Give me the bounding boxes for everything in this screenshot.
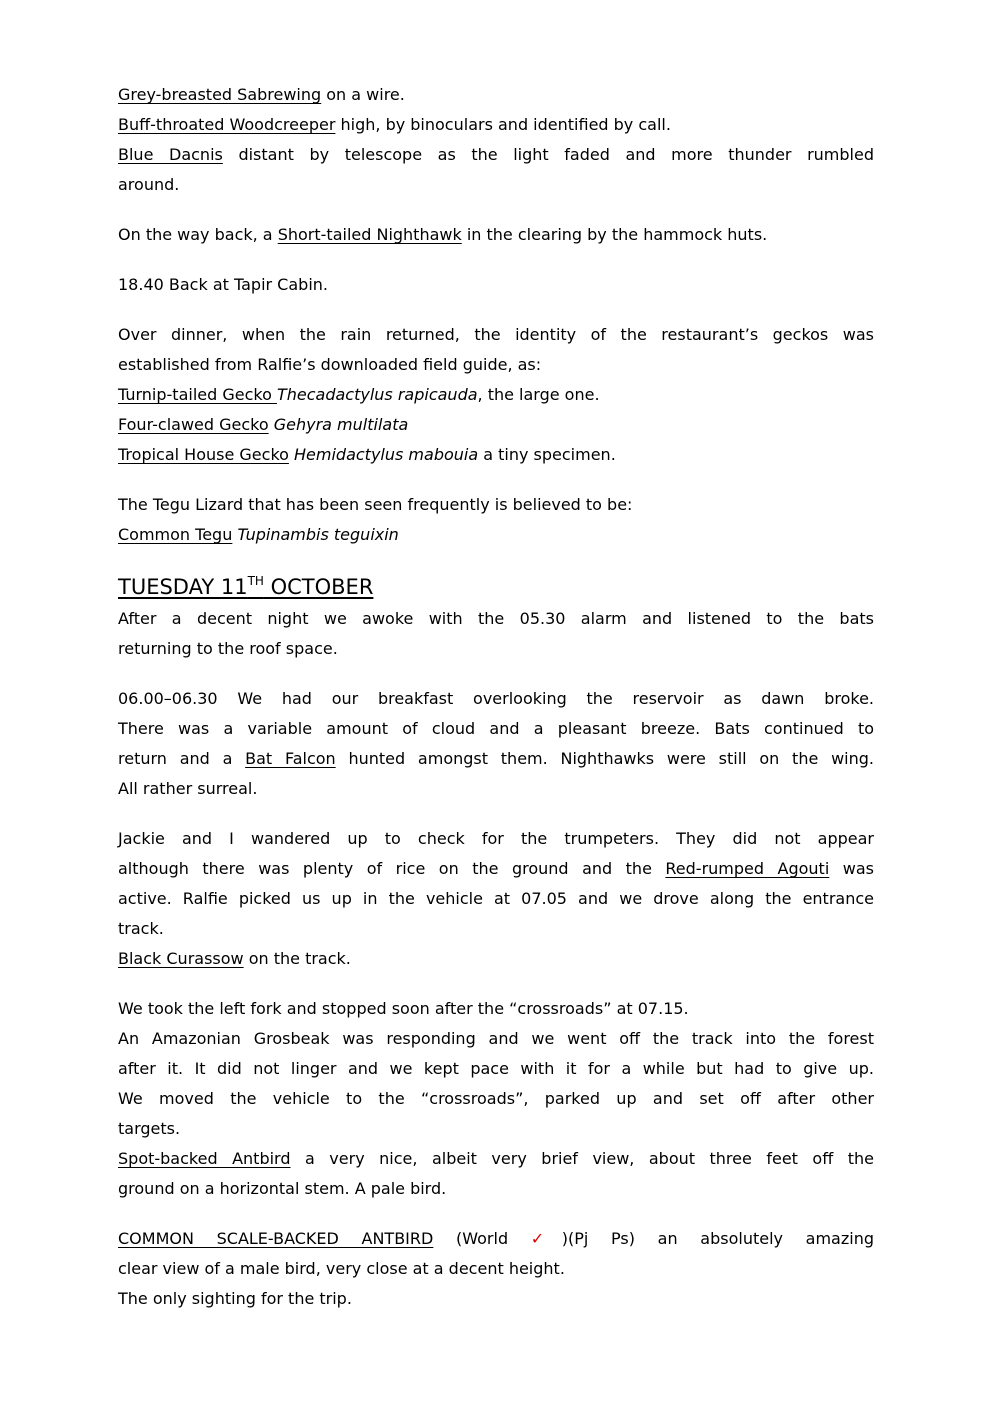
text-segment: After a decent night we awoke with the 05.30 alarm and listened to the bats [118, 609, 874, 628]
text-line [118, 270, 874, 300]
species-name: Bat Falcon [245, 749, 336, 768]
text-segment: 06.00–06.30 We had our breakfast overlooking the reservoir as dawn broke. [118, 689, 874, 708]
paragraph [118, 320, 874, 470]
text-segment: 18.40 Back at Tapir Cabin. [118, 275, 328, 294]
text-segment: We took the left fork and stopped soon after the “crossroads” at 07.15. [118, 999, 689, 1018]
text-segment: hunted amongst them. Nighthawks were still on the wing. [335, 749, 874, 768]
text-line [118, 410, 874, 440]
paragraph [118, 684, 874, 804]
text-line [118, 220, 874, 250]
paragraph [118, 80, 874, 200]
species-name: Grey-breasted Sabrewing [118, 85, 322, 104]
text-line [118, 604, 874, 634]
text-segment: a very nice, albeit very brief view, about three feet off the [290, 1149, 874, 1168]
text-segment: The only sighting for the trip. [118, 1289, 352, 1308]
species-name: Red-rumped Agouti [665, 859, 830, 878]
text-segment: Over dinner, when the rain returned, the identity of the restaurant’s geckos was [118, 325, 874, 344]
text-line [118, 170, 874, 200]
day-heading [118, 570, 874, 604]
text-line [118, 684, 874, 714]
species-name: Spot-backed Antbird [118, 1149, 291, 1168]
text-segment: on a wire. [321, 85, 405, 104]
text-line [118, 854, 874, 884]
species-name: Black Curassow [118, 949, 244, 968]
species-name: Tropical House Gecko [118, 445, 289, 464]
paragraph [118, 220, 874, 250]
text-line [118, 944, 874, 974]
text-segment: On the way back, a [118, 225, 278, 244]
checkmark-icon: ✓ [530, 1229, 562, 1248]
paragraph [118, 270, 874, 300]
text-segment: (World [433, 1229, 531, 1248]
text-line [118, 1114, 874, 1144]
species-name: Turnip-tailed Gecko [118, 385, 277, 404]
species-name: Buff-throated Woodcreeper [118, 115, 336, 134]
scientific-name: Hemidactylus mabouia [294, 445, 479, 464]
text-segment: All rather surreal. [118, 779, 258, 798]
text-line [118, 1054, 874, 1084]
text-segment: high, by binoculars and identified by call. [335, 115, 671, 134]
text-line [118, 140, 874, 170]
text-line [118, 520, 874, 550]
text-line [118, 380, 874, 410]
text-line [118, 1224, 874, 1254]
species-name: Four-clawed Gecko [118, 415, 269, 434]
text-segment: clear view of a male bird, very close at a decent height. [118, 1259, 565, 1278]
scientific-name: Thecadactylus rapicauda [276, 385, 478, 404]
text-segment: Jackie and I wandered up to check for the trumpeters. They did not appear [118, 829, 874, 848]
text-line [118, 440, 874, 470]
text-segment: returning to the roof space. [118, 639, 338, 658]
text-segment: established from Ralfie’s downloaded field guide, as: [118, 355, 542, 374]
text-line [118, 1144, 874, 1174]
text-line [118, 1254, 874, 1284]
paragraph [118, 994, 874, 1204]
text-line [118, 1284, 874, 1314]
text-line [118, 320, 874, 350]
text-segment: active. Ralfie picked us up in the vehicle at 07.05 and we drove along the entrance [118, 889, 874, 908]
species-name: Blue Dacnis [118, 145, 223, 164]
text-segment: targets. [118, 1119, 181, 1138]
species-name: Common Tegu [118, 525, 233, 544]
text-line [118, 490, 874, 520]
heading-text-rest: OCTOBER [263, 575, 374, 599]
text-segment: distant by telescope as the light faded and more thunder rumbled [222, 145, 874, 164]
text-line [118, 110, 874, 140]
paragraph [118, 490, 874, 550]
section-tuesday [118, 604, 874, 1314]
text-segment: a tiny specimen. [478, 445, 616, 464]
text-line [118, 774, 874, 804]
text-line [118, 994, 874, 1024]
heading-superscript: TH [247, 574, 264, 588]
text-line [118, 1024, 874, 1054]
section-monday-evening [118, 80, 874, 550]
text-segment: around. [118, 175, 180, 194]
text-line [118, 744, 874, 774]
scientific-name: Tupinambis teguixin [237, 525, 399, 544]
text-segment: although there was plenty of rice on the ground and the [118, 859, 666, 878]
text-segment: The Tegu Lizard that has been seen frequently is believed to be: [118, 495, 633, 514]
text-line [118, 350, 874, 380]
text-segment: return and a [118, 749, 246, 768]
text-segment: on the track. [243, 949, 351, 968]
paragraph [118, 824, 874, 974]
text-segment: ground on a horizontal stem. A pale bird. [118, 1179, 447, 1198]
text-line [118, 1174, 874, 1204]
text-line [118, 714, 874, 744]
text-segment: We moved the vehicle to the “crossroads”, parked up and set off after other [118, 1089, 874, 1108]
species-name: Short-tailed Nighthawk [277, 225, 462, 244]
text-line [118, 884, 874, 914]
text-line [118, 80, 874, 110]
paragraph [118, 1224, 874, 1314]
text-segment: An Amazonian Grosbeak was responding and we went off the track into the forest [118, 1029, 874, 1048]
text-segment: )(Pj Ps) an absolutely amazing [561, 1229, 875, 1248]
paragraph [118, 604, 874, 664]
text-line [118, 1084, 874, 1114]
species-name: COMMON SCALE-BACKED ANTBIRD [118, 1229, 434, 1248]
text-line [118, 634, 874, 664]
document-page [118, 80, 874, 1334]
text-line [118, 824, 874, 854]
scientific-name: Gehyra multilata [273, 415, 409, 434]
text-segment: , the large one. [477, 385, 600, 404]
text-segment: was [829, 859, 874, 878]
text-segment: after it. It did not linger and we kept pace with it for a while but had to give up. [118, 1059, 874, 1078]
text-line [118, 914, 874, 944]
heading-text: TUESDAY 11 [118, 575, 248, 599]
text-segment: in the clearing by the hammock huts. [461, 225, 768, 244]
text-segment: There was a variable amount of cloud and a pleasant breeze. Bats continued to [118, 719, 874, 738]
text-segment: track. [118, 919, 164, 938]
